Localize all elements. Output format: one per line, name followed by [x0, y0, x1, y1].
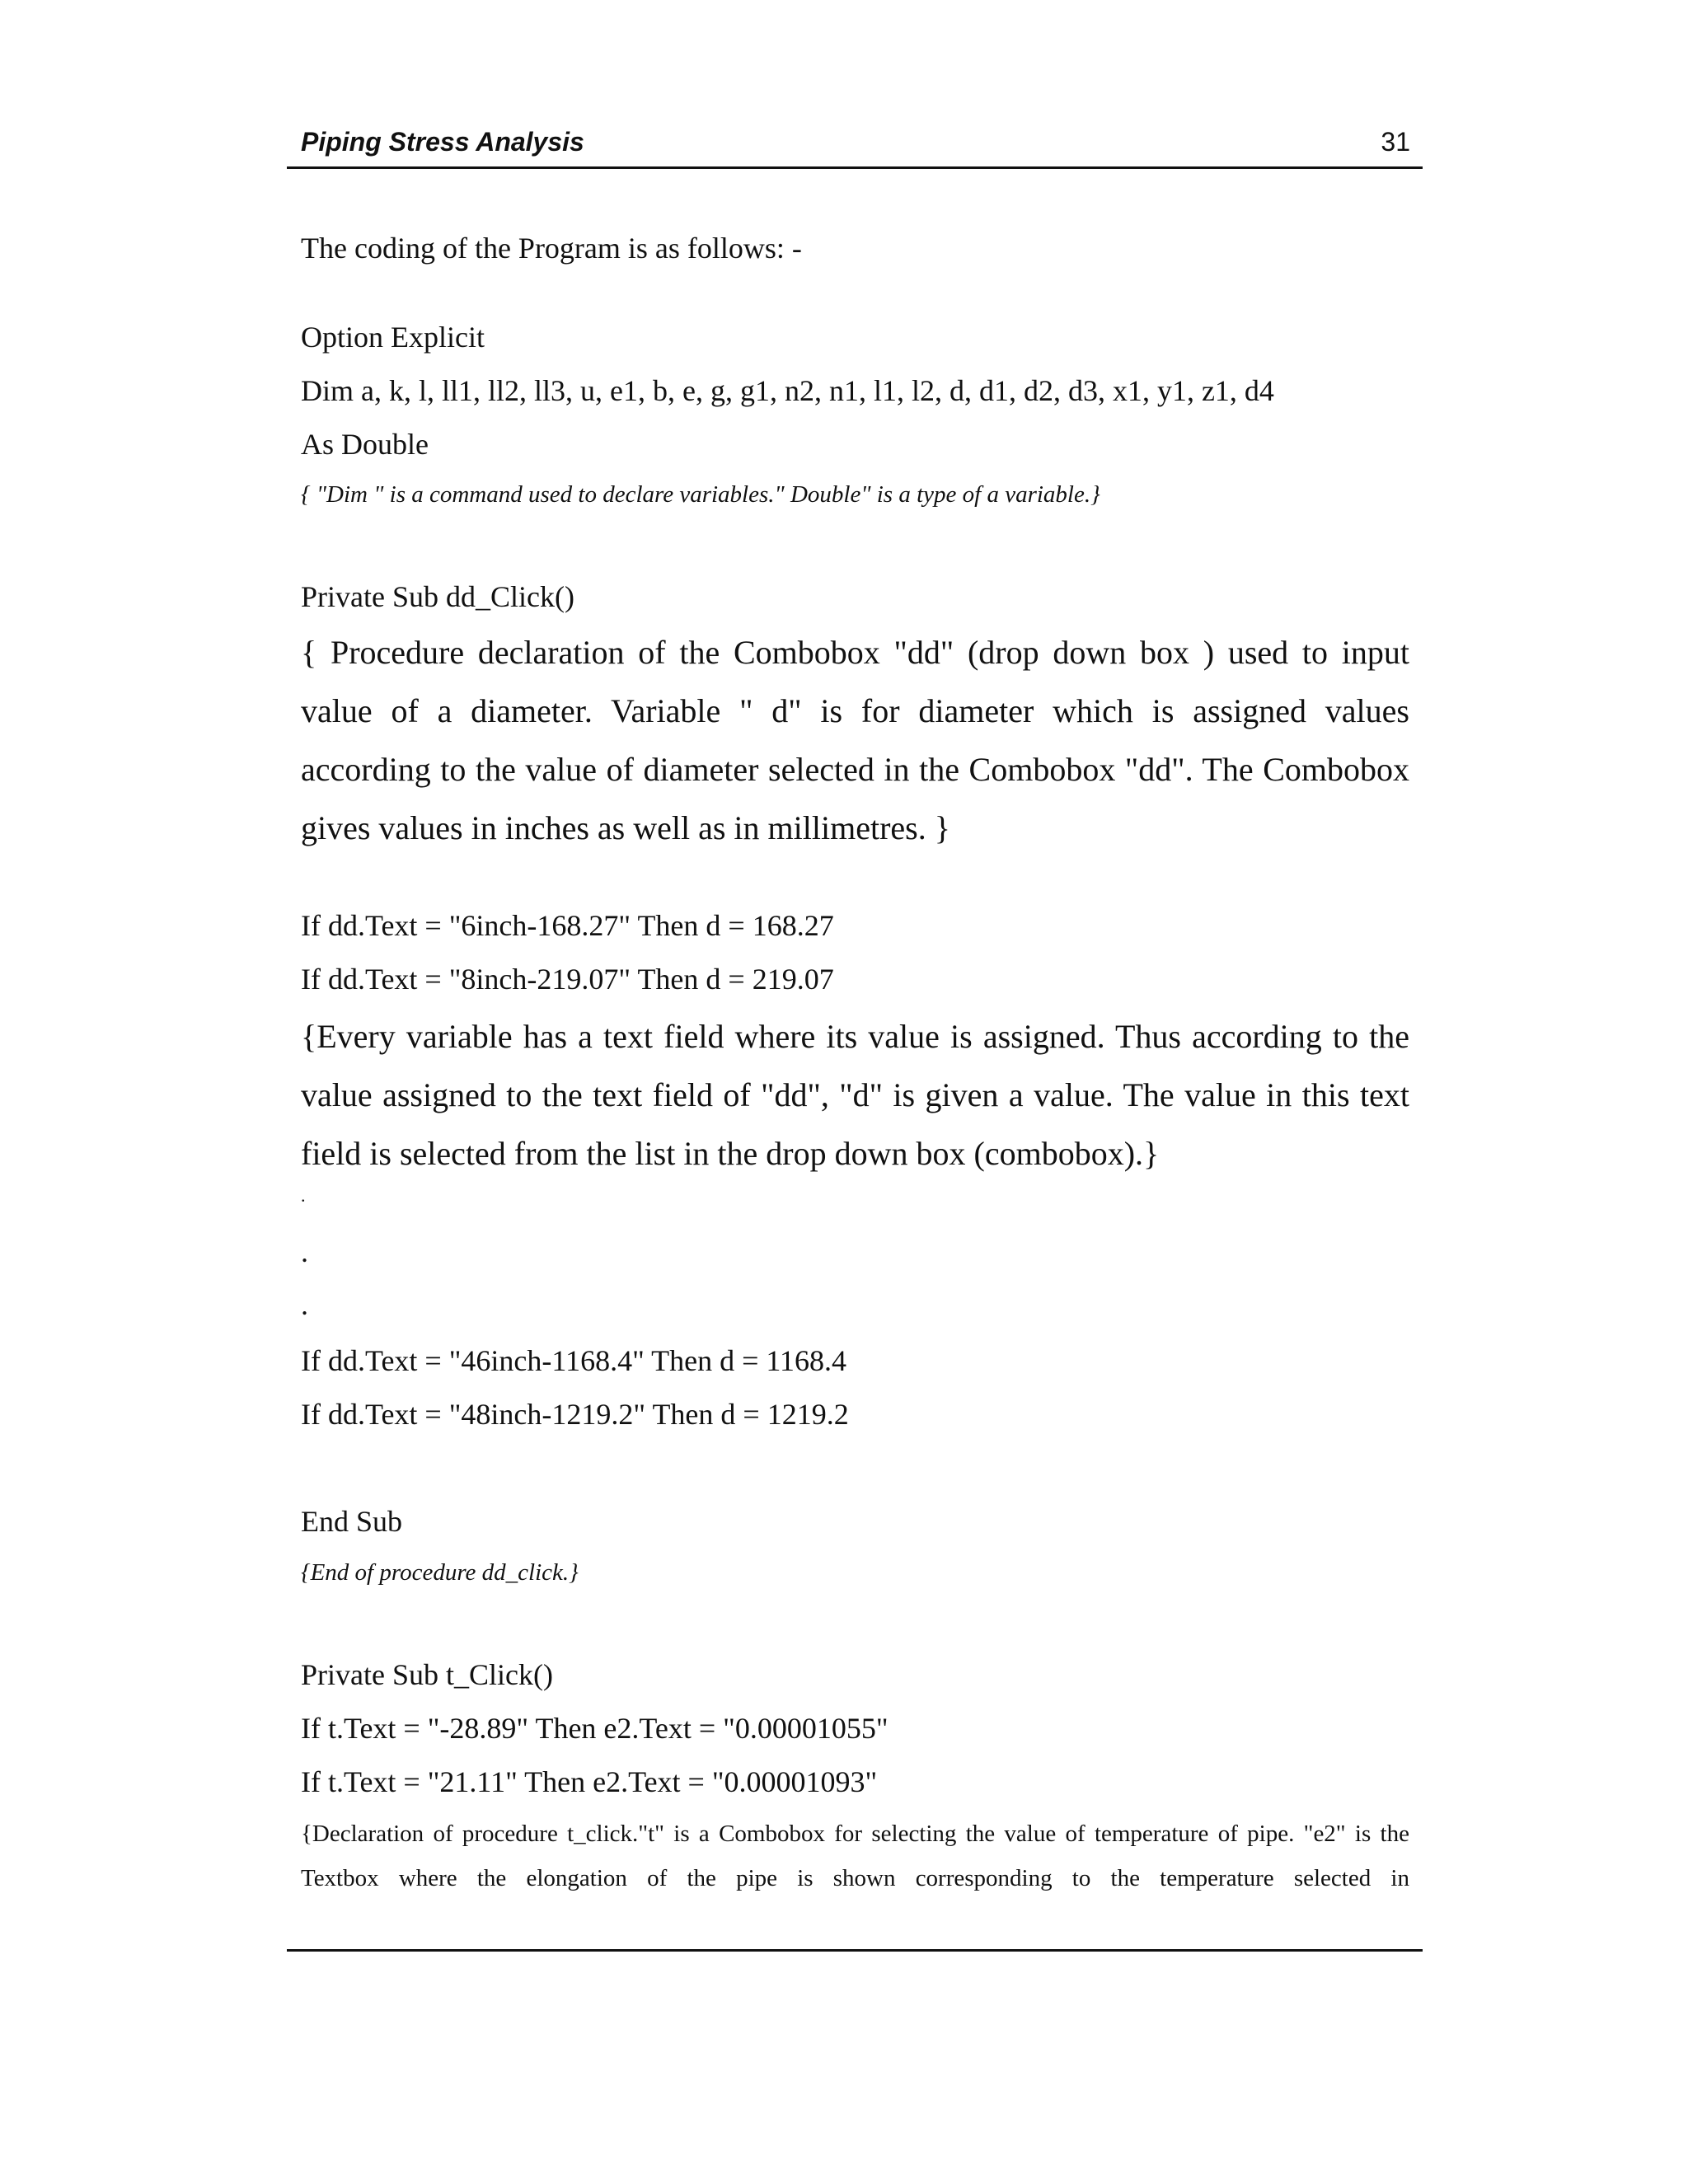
code-if-t-2: If t.Text = "21.11" Then e2.Text = "0.00001093" — [301, 1765, 878, 1798]
dd-procedure-comment: { Procedure declaration of the Combobox "dd" (drop down box ) used to input value of a diameter. Variable " d" is for diameter which is assigned values according to the value of diameter selected in the Combobox "dd". The Combobox gives values in inches as well as in millimetres. } — [301, 634, 1409, 846]
code-option-explicit: Option Explicit — [301, 321, 485, 354]
code-sub-dd: Private Sub dd_Click() — [301, 580, 574, 613]
running-header-title: Piping Stress Analysis — [301, 127, 584, 157]
end-sub-comment: {End of procedure dd_click.} — [301, 1559, 579, 1586]
dim-comment: { "Dim " is a command used to declare variables." Double" is a type of a variable.} — [301, 481, 1100, 508]
code-end-sub: End Sub — [301, 1505, 403, 1538]
every-variable-comment: {Every variable has a text field where its value is assigned. Thus according to the value assigned to the text field of "dd", "d" is given a value. The value in this text field is selected from the list in the drop down box (combobox).} — [301, 1018, 1409, 1172]
ellipsis-dot-2: . — [301, 1235, 308, 1268]
intro-line: The coding of the Program is as follows: - — [301, 232, 802, 265]
code-if-dd-3: If dd.Text = "46inch-1168.4" Then d = 1168.4 — [301, 1344, 847, 1377]
t-procedure-comment: {Declaration of procedure t_click."t" is a Combobox for selecting the value of temperature of pipe. "e2" is the Textbox where the elongation of the pipe is shown corresponding to the temperature selected in — [301, 1821, 1409, 1891]
code-if-t-1: If t.Text = "-28.89" Then e2.Text = "0.00001055" — [301, 1712, 889, 1745]
footer-rule — [287, 1949, 1423, 1952]
code-as-double: As Double — [301, 428, 429, 461]
code-sub-t: Private Sub t_Click() — [301, 1658, 553, 1691]
header-rule — [287, 166, 1423, 169]
code-if-dd-4: If dd.Text = "48inch-1219.2" Then d = 1219.2 — [301, 1398, 849, 1431]
ellipsis-dot-1: . — [301, 1185, 306, 1206]
code-dim-line: Dim a, k, l, ll1, ll2, ll3, u, e1, b, e, g, g1, n2, n1, l1, l2, d, d1, d2, d3, x1, y1, z1, d4 — [301, 374, 1274, 407]
page-number: 31 — [1381, 127, 1410, 157]
code-if-dd-2: If dd.Text = "8inch-219.07" Then d = 219.07 — [301, 963, 834, 996]
ellipsis-dot-3: . — [301, 1288, 308, 1321]
code-if-dd-1: If dd.Text = "6inch-168.27" Then d = 168.27 — [301, 909, 834, 942]
